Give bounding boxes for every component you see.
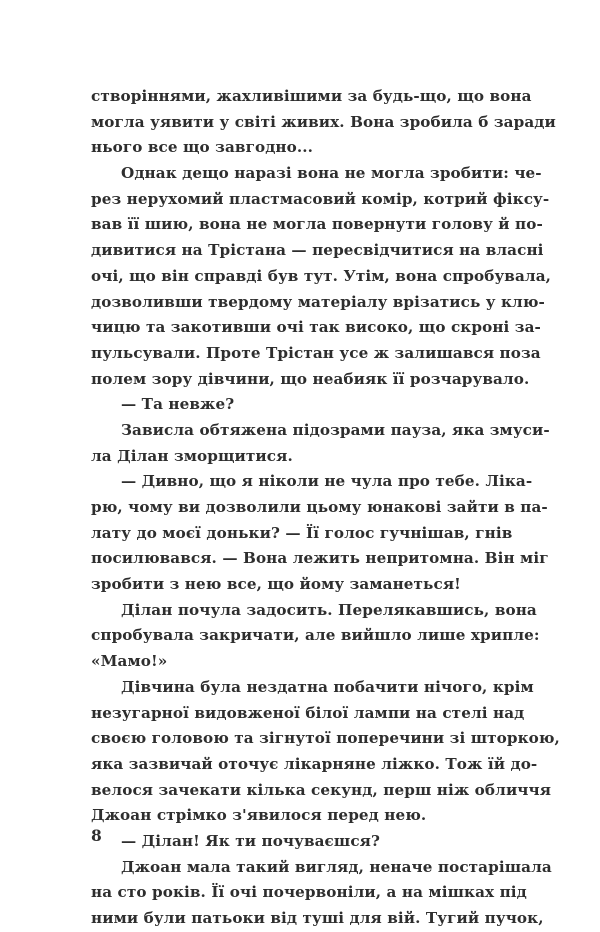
text-line: рю, чому ви дозволили цьому юнакові зайти в па- [91, 498, 548, 516]
text-line: Зависла обтяжена підозрами пауза, яка змуси- [121, 420, 550, 439]
text-line: могла уявити у світі живих. Вона зробила б заради [91, 112, 556, 131]
text-line: рез нерухомий пластмасовий комір, котрий фіксу- [91, 189, 550, 208]
text-line: очі, що він справді був тут. Утім, вона спробувала, [91, 266, 552, 285]
text-line: дивитися на Трістана — пересвідчитися на власні [91, 241, 544, 260]
text-line: — Та невже? [121, 395, 235, 414]
text-line: незугарної видовженої білої лампи на стелі над [91, 703, 525, 722]
text-line: посилювався. — Вона лежить непритомна. Він міг [91, 549, 549, 568]
text-line: ними були патьоки від туші для вій. Тугий пучок, [91, 909, 544, 927]
text-line: Джоан мала такий вигляд, неначе постарішала [121, 857, 552, 876]
text-line: зробити з нею все, що йому заманеться! [91, 575, 461, 594]
text-line: вав її шию, вона не могла повернути голову й по- [91, 215, 543, 234]
text-line: чицю та закотивши очі так високо, що скроні за- [91, 318, 541, 337]
text-line: своєю головою та зігнутої поперечини зі шторкою, [91, 729, 560, 748]
page-body-text [91, 84, 560, 932]
text-line: Дівчина була нездатна побачити нічого, крім [121, 677, 534, 696]
text-line: велося зачекати кілька секунд, перш ніж обличчя [91, 780, 552, 799]
text-line: Ділан почула задосить. Перелякавшись, вона [121, 600, 537, 619]
text-line: дозволивши твердому матеріалу врізатись у клю- [91, 292, 545, 311]
text-line: «Мамо!» [91, 652, 168, 671]
text-line: — Ділан! Як ти почуваєшся? [121, 831, 380, 850]
text-line: яка зазвичай оточує лікарняне ліжко. Тож їй до- [91, 754, 538, 773]
text-line: створіннями, жахливішими за будь-що, що вона [91, 87, 532, 105]
page-number: 8 [91, 826, 102, 845]
text-line: ла Ділан зморщитися. [91, 446, 293, 465]
text-line: на сто років. Її очі почервоніли, а на мішках під [91, 883, 527, 902]
text-line: — Дивно, що я ніколи не чула про тебе. Ліка- [121, 472, 533, 491]
text-line: пульсували. Проте Трістан усе ж залишався поза [91, 343, 541, 362]
text-line: лату до моєї доньки? — Її голос гучнішав, гнів [91, 523, 513, 542]
text-line: нього все що завгодно... [91, 138, 314, 157]
text-line: полем зору дівчини, що неабияк її розчарувало. [91, 369, 530, 388]
text-line: спробувала закричати, але вийшло лише хрипле: [91, 626, 540, 645]
text-line: Однак дещо наразі вона не могла зробити: че- [121, 164, 542, 183]
text-line: Джоан стрімко з'явилося перед нею. [91, 806, 427, 825]
